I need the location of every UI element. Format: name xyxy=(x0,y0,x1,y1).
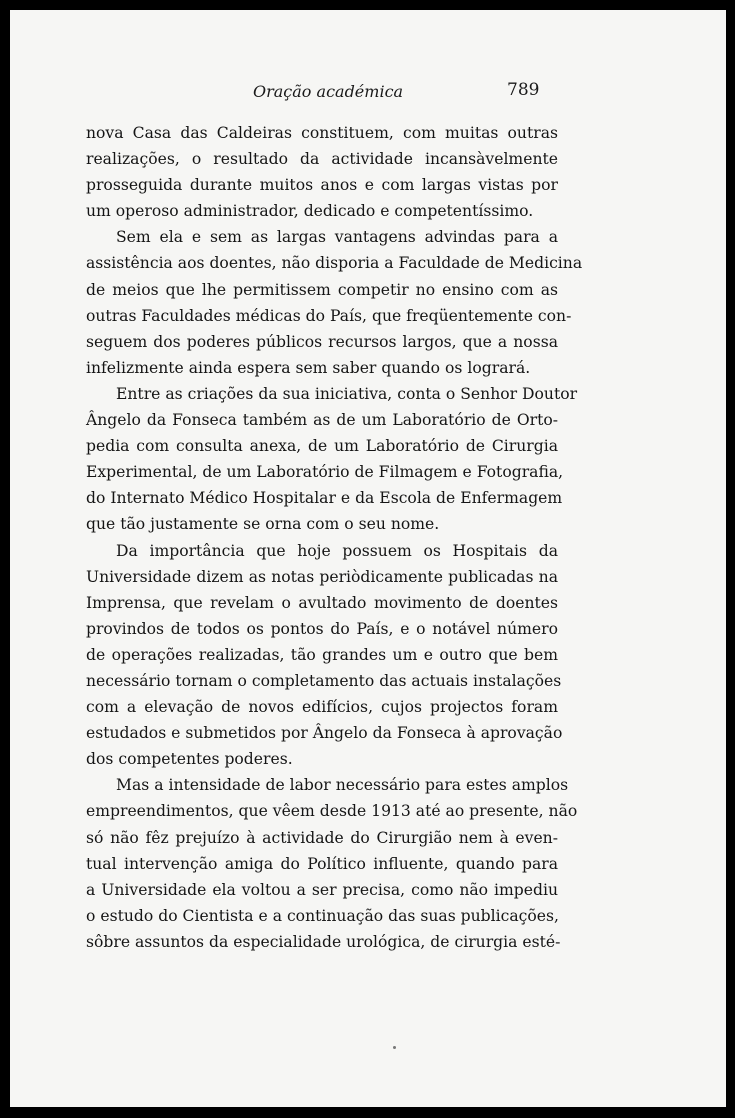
text-line: Mas a intensidade de labor necessário para estes amplos xyxy=(116,776,569,795)
text-line: a Universidade ela voltou a ser precisa, como não impediu xyxy=(86,880,558,899)
paragraph xyxy=(86,120,558,224)
page-number: 789 xyxy=(507,80,540,100)
text-line: pedia com consulta anexa, de um Laboratório de Cirurgia xyxy=(86,437,558,456)
text-line: que tão justamente se orna com o seu nome. xyxy=(86,515,440,534)
text-line: necessário tornam o completamento das actuais instalações xyxy=(86,671,562,690)
text-line: nova Casa das Caldeiras constituem, com muitas outras xyxy=(86,124,558,142)
text-line: tual intervenção amiga do Político influente, quando para xyxy=(86,854,558,873)
text-line: Entre as criações da sua iniciativa, conta o Senhor Doutor xyxy=(116,384,578,403)
text-line: Universidade dizem as notas periòdicamente publicadas na xyxy=(86,567,558,586)
text-line: do Internato Médico Hospitalar e da Escola de Enfermagem xyxy=(86,489,563,508)
paragraph xyxy=(86,224,583,381)
text-line: outras Faculdades médicas do País, que freqüentemente con- xyxy=(86,306,572,325)
text-line: estudados e submetidos por Ângelo da Fonseca à aprovação xyxy=(86,724,563,743)
paragraph xyxy=(86,381,578,538)
text-line: prosseguida durante muitos anos e com largas vistas por xyxy=(86,176,558,195)
text-line: o estudo do Cientista e a continuação das suas publicações, xyxy=(86,906,559,925)
text-line: assistência aos doentes, não disporia a Faculdade de Medicina xyxy=(86,254,583,273)
text-line: Da importância que hoje possuem os Hospitais da xyxy=(116,541,558,560)
text-line: provindos de todos os pontos do País, e o notável número xyxy=(86,619,558,638)
text-line: empreendimentos, que vêem desde 1913 até ao presente, não xyxy=(86,802,578,821)
paragraph xyxy=(86,772,578,955)
text-line: seguem dos poderes públicos recursos largos, que a nossa xyxy=(86,332,558,351)
text-line: realizações, o resultado da actividade incansàvelmente xyxy=(86,150,558,169)
text-line: Experimental, de um Laboratório de Filmagem e Fotografia, xyxy=(86,463,564,482)
body-text xyxy=(86,120,583,955)
page-header xyxy=(10,76,726,106)
text-line: só não fêz prejuízo à actividade do Cirurgião nem à even- xyxy=(86,828,558,847)
text-line: com a elevação de novos edifícios, cujos projectos foram xyxy=(86,698,558,717)
text-line: de operações realizadas, tão grandes um e outro que bem xyxy=(86,645,558,664)
running-title: Oração académica xyxy=(253,82,404,101)
paragraph xyxy=(86,538,563,773)
text-line: dos competentes poderes. xyxy=(86,750,293,769)
scanned-page xyxy=(10,10,726,1107)
scan-speck xyxy=(393,1046,396,1049)
text-line: um operoso administrador, dedicado e competentíssimo. xyxy=(86,202,534,221)
text-line: Sem ela e sem as largas vantagens advindas para a xyxy=(116,228,558,247)
text-line: de meios que lhe permitissem competir no ensino com as xyxy=(86,280,558,299)
text-line: infelizmente ainda espera sem saber quando os logrará. xyxy=(86,358,531,377)
text-line: sôbre assuntos da especialidade urológica, de cirurgia esté- xyxy=(86,932,561,951)
text-line: Ângelo da Fonseca também as de um Laboratório de Orto- xyxy=(86,411,558,430)
text-line: Imprensa, que revelam o avultado movimento de doentes xyxy=(86,593,558,612)
